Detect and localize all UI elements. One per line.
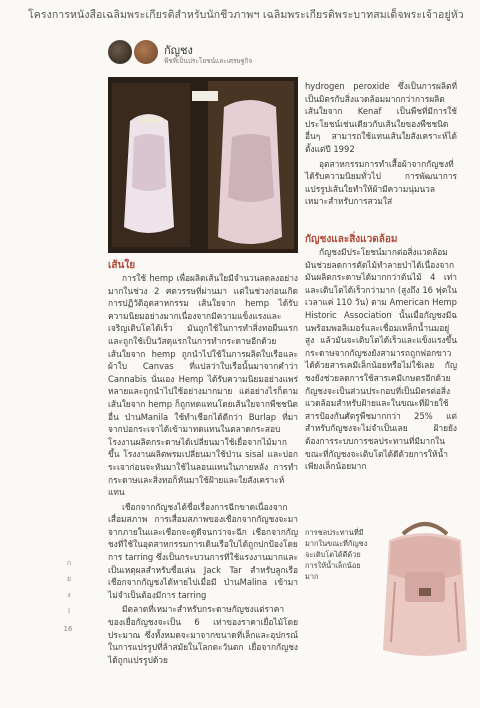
right-top-para-2: อุตสาหกรรมการทำเสื้อผ้าจากกัญชงที่ได้รับความนิยมทั่วไป การพัฒนาการแปรรูปเส้นใยทำให้ผ้ามีความนุ่มนวลเหมาะสำหรับการสวมใส่ (305, 158, 457, 207)
side-letter-3: ง (67, 591, 71, 599)
hemp-bag-photo (375, 512, 475, 660)
brand-logo-right (134, 40, 158, 64)
side-letter-4: I (67, 607, 71, 615)
left-para-3: มีตลาดที่เหมาะสำหรับกระดาษกัญชงแต่ราคาของเยื่อกัญชงจะเป็น 6 เท่าของราคาเยื่อไม้โดยประมาณ ซึ่งทั้งหมดจะมาจากขนาดที่เล็กและอุปกรณ์ในการแปรรูปที่ล้าสมัยในโลกตะวันตก เยื่อจากกัญชงได้ถูกแปรรูปด้วย (108, 604, 298, 665)
page-number: 16 (63, 625, 73, 633)
right-bottom-para: กัญชงมีประโยชน์มากต่อสิ่งแวดล้อม มันช่วยลดการตัดไม้ทำลายป่าได้เนื่องจากมันผลิตกระดาษได้มากกว่าต้นไม้ 4 เท่าและเติบโตได้เร็วกว่ามาก (สูงถึง 16 ฟุตในเวลาแค่ 110 วัน) ตาม American Hemp Historic Association นั้นเมื่อกัญชงมีฉนพร้อมพอลิเมอร์และเชื่อมเหล็กน้ำนมอยู่สูง แล้วมันจะเติบโตได้เร็วและแข็งแรงขึ้น กระดาษจากกัญชงยังสามารถถูกฟอกขาวได้ด้วยสารเคมีเล็กน้อยหรือไม่ใช้เลย กัญชงยังช่วยลดการใช้สารเคมีเกษตรอีกด้วย กัญชงจะเป็นส่วนประกอบที่เป็นมิตรต่อสิ่งแวดล้อมสำหรับฝ้ายและในขณะที่ฝ้ายใช้สารป้องกันศัตรูพืชมากกว่า 25% แต่สำหรับกัญชงจะไม่จำเป็นเลย ฝ้ายยังต้องการระบบการชลประทานที่มีมากในขณะที่กัญชงจะเติบโตได้ดีด้วยการให้น้ำเพียงเล็กน้อยมาก (305, 247, 457, 472)
header-title: โครงการหนังสือเฉลิมพระเกียรติสำหรับนักชีวภาพฯ เฉลิมพระเกียรติพระบาทสมเด็จพระเจ้าอยู่หัว (28, 9, 464, 21)
left-para-1: การใช้ hemp เพื่อผลิตเส้นใยมีจำนวนลดลงอย่างมากในช่วง 2 ศตวรรษที่ผ่านมา แต่ในช่วงก่อนเกิดการปฏิวัติอุตสาหกรรม เส้นใยจาก hemp ได้รับความนิยมอย่างมากเนื่องจากมีความแข็งแรงและเจริญเติบโตได้เร็ว มันถูกใช้ในการทำสิ่งทอผืนแรกและถูกใช้เป็นวัสดุแรกในการทำกระดาษอีกด้วย เส้นใยจาก hemp ถูกนำไปใช้ในการผลิตใบเรือและผ้าใบ Canvas ที่แปลว่าใบเรือนั้นมาจากคำว่า Cannabis นั่นเอง Hemp ได้รับความนิยมอย่างแพร่หลายและถูกนำไปใช้อย่างมากมาย แต่อย่างไรก็ตามเส้นใยจาก hemp ก็ถูกทดแทนโดยเส้นใยจากพืชชนิดอื่น ป่านManila ใช้ทำเชือกได้ดีกว่า Burlap ที่มาจากปอกระเจาได้เข้ามาทดแทนในตลาดกระสอบ โรงงานผลิตกระดาษได้เปลี่ยนมาใช้เยื่อจากไม้มากขึ้น โรงงานผลิตพรมเปลี่ยนมาใช้ป่าน sisal และปอกระเจาก่อนจะหันมาใช้ไนลอนแทนในภายหลัง การทำกระดาษและสิ่งทอก็หันมาใช้ฝ้ายและใยสังเคราะห์แทน (108, 273, 298, 498)
brand-block (108, 40, 253, 72)
clothing-photo (108, 77, 298, 253)
page-header (0, 0, 480, 24)
side-letter-2: ย (66, 575, 72, 583)
section-heading-environment: กัญชงและสิ่งแวดล้อม (305, 234, 398, 245)
clothing-illustration (108, 77, 298, 253)
side-letter-1: ก (66, 559, 72, 567)
image-caption: การชลประทานที่มี มากในขณะที่กัญชง จะเติบโตได้ดีด้วย การให้น้ำเล็กน้อย มาก (305, 528, 368, 581)
section-heading-fiber: เส้นใย (108, 260, 136, 271)
brand-logo-left (108, 40, 132, 64)
left-para-2: เชือกจากกัญชงได้ชื่อเรื่องการฉีกขาดเนื่องจากเสื่อมสภาพ การเสื่อมสภาพของเชือกจากกัญชงจะมาจากภายในและเชือกจะดูดีจนกว่าจะฉีก เชือกจากกัญชงที่ใช้ในอุตสาหกรรมการเดินเรือใบได้ถูกปกป้องโดยการ tarring ซึ่งเป็นกระบวนการที่ใช้แรงงานมากและเป็นเหตุผลสำหรับชื่อเล่น Jack Tar สำหรับลูกเรือ เชือกจากกัญชงได้หายไปเมื่อมี ป่านMalina เข้ามาไม่จำเป็นต้องมีการ tarring (108, 501, 298, 600)
brand-subtitle: พืชที่เป็นประโยชน์และเศรษฐกิจ (164, 57, 253, 65)
brand-title: กัญชง (164, 44, 193, 57)
hemp-bag-illustration (375, 512, 475, 660)
side-vertical-letters (57, 555, 81, 619)
right-column-bottom (305, 246, 457, 475)
right-column-top (305, 80, 457, 210)
left-column (108, 272, 298, 668)
right-top-para-1: hydrogen peroxide ซึ่งเป็นการผลิตที่เป็นมิตรกับสิ่งแวดล้อมมากกว่าการผลิตเส้นใยจาก Kenaf เป็นพืชที่มีการใช้ประโยชน์เช่นเดียวกับเส้นใยของพืชชนิดอื่นๆ สามารถใช้แทนเส้นใยสังเคราะห์ได้ตั้งแต่ปี 1992 (305, 81, 457, 154)
